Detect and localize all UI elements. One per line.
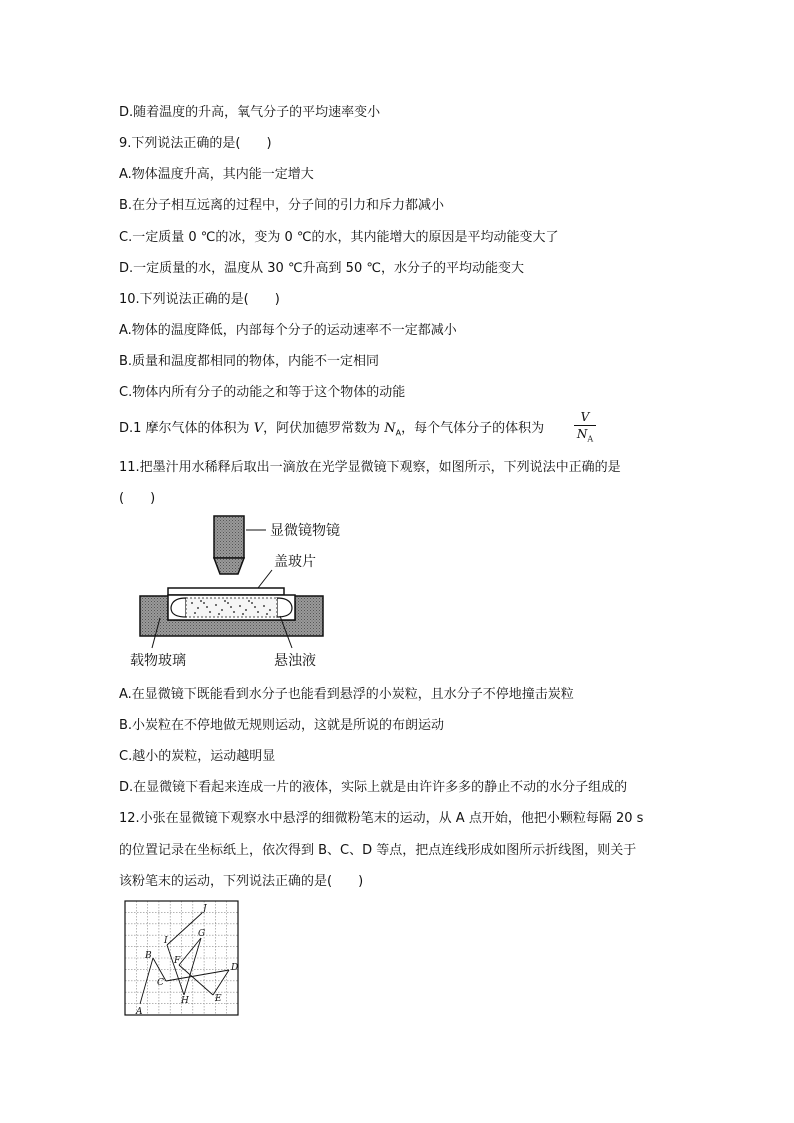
q10-option-c: C.物体内所有分子的动能之和等于这个物体的动能 xyxy=(119,385,406,400)
q10-d-text1: D.1 摩尔气体的体积为 xyxy=(119,421,254,436)
q10-d-text3: ，每个气体分子的体积为 xyxy=(401,421,545,436)
point-label-j: J xyxy=(203,904,207,914)
objective-label: 显微镜物镜 xyxy=(270,523,340,539)
q11-option-a: A.在显微镜下既能看到水分子也能看到悬浮的小炭粒，且水分子不停地撞击炭粒 xyxy=(119,687,574,702)
q10-option-d xyxy=(119,420,544,443)
q10-stem: 10.下列说法正确的是( ) xyxy=(119,292,280,307)
q9-option-a: A.物体温度升高，其内能一定增大 xyxy=(119,167,314,182)
trajectory-point-labels xyxy=(135,904,238,1017)
q11-option-c: C.越小的炭粒，运动越明显 xyxy=(119,749,276,764)
q10-d-frac-den-n: N xyxy=(576,427,588,441)
point-label-f: F xyxy=(174,956,181,966)
suspension-liquid-icon xyxy=(168,595,295,620)
slide-label: 载物玻璃 xyxy=(130,653,186,669)
q10-option-b: B.质量和温度都相同的物体，内能不一定相同 xyxy=(119,354,380,369)
trajectory-segment xyxy=(167,913,202,945)
q10-d-frac-den-sub: A xyxy=(587,434,594,444)
q11-stem-line2: ( ) xyxy=(119,491,156,506)
q9-option-b: B.在分子相互远离的过程中，分子间的引力和斥力都减小 xyxy=(119,198,445,213)
point-label-a: A xyxy=(136,1007,143,1017)
trajectory-segment xyxy=(140,958,153,1004)
q9-option-c: C.一定质量 0 ℃的冰，变为 0 ℃的水，其内能增大的原因是平均动能变大了 xyxy=(119,230,559,245)
q10-option-a: A.物体的温度降低，内部每个分子的运动速率不一定都减小 xyxy=(119,323,457,338)
trajectory-segment xyxy=(179,938,201,965)
point-label-e: E xyxy=(215,994,222,1004)
point-label-c: C xyxy=(157,978,164,988)
q12-stem-line2: 的位置记录在坐标纸上，依次得到 B、C、D 等点，把点连线形成如图所示折线图，则关于 xyxy=(119,843,637,858)
q10-d-n: N xyxy=(384,421,396,436)
coverslip-leader-line xyxy=(258,570,272,588)
q10-d-text2: ，阿伏加德罗常数为 xyxy=(263,421,385,436)
q10-d-fraction xyxy=(574,410,596,446)
q9-stem: 9.下列说法正确的是( ) xyxy=(119,136,272,151)
q11-stem-line1: 11.把墨汁用水稀释后取出一滴放在光学显微镜下观察，如图所示，下列说法中正确的是 xyxy=(119,460,621,475)
q10-d-frac-denominator xyxy=(574,426,596,446)
q12-stem-line1: 12.小张在显微镜下观察水中悬浮的细微粉笔末的运动，从 A 点开始，他把小颗粒每隔 20 s xyxy=(119,811,644,826)
brownian-motion-graph xyxy=(124,900,240,1018)
suspension-label: 悬浊液 xyxy=(274,653,316,669)
q10-d-v: V xyxy=(253,421,264,436)
q10-d-n-sub: A xyxy=(395,428,402,438)
trajectory-segment xyxy=(166,970,229,981)
point-label-i: I xyxy=(164,936,168,946)
coverslip-label: 盖玻片 xyxy=(274,554,316,570)
q9-option-d: D.一定质量的水，温度从 30 ℃升高到 50 ℃，水分子的平均动能变大 xyxy=(119,261,524,276)
objective-lens-icon xyxy=(214,516,244,574)
trajectory-segment xyxy=(179,965,213,995)
point-label-h: H xyxy=(181,996,189,1006)
q11-option-b: B.小炭粒在不停地做无规则运动，这就是所说的布朗运动 xyxy=(119,718,445,733)
point-label-d: D xyxy=(231,963,239,973)
q8-option-d: D.随着温度的升高，氧气分子的平均速率变小 xyxy=(119,105,381,120)
q10-d-frac-numerator: V xyxy=(574,410,596,426)
q11-option-d: D.在显微镜下看起来连成一片的液体，实际上就是由许许多多的静止不动的水分子组成的 xyxy=(119,780,628,795)
point-label-b: B xyxy=(145,951,152,961)
q12-stem-line3: 该粉笔末的运动，下列说法正确的是( ) xyxy=(119,874,364,889)
coverslip-icon xyxy=(168,588,284,595)
point-label-g: G xyxy=(198,929,206,939)
microscope-figure xyxy=(130,508,370,673)
